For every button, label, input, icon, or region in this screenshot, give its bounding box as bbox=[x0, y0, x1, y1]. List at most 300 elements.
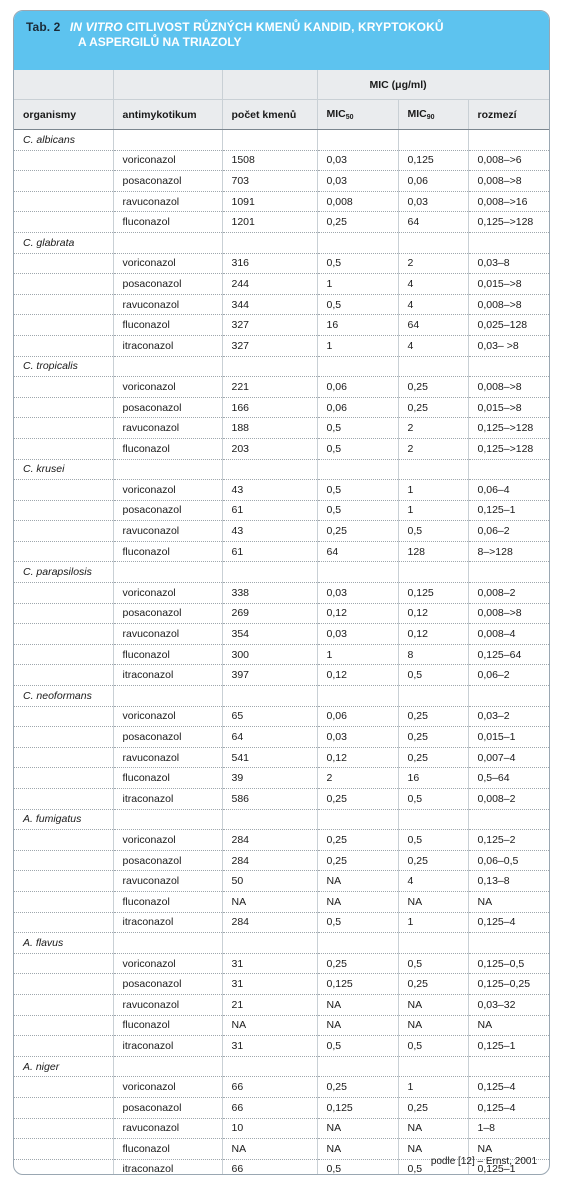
mic90-cell: 2 bbox=[398, 253, 468, 274]
empty-cell bbox=[468, 933, 549, 954]
table-row bbox=[14, 768, 549, 789]
empty-cell bbox=[317, 933, 398, 954]
mic90-cell: 0,12 bbox=[398, 603, 468, 624]
empty-cell bbox=[398, 459, 468, 480]
count-cell: 284 bbox=[222, 912, 317, 933]
mic90-cell: NA bbox=[398, 1015, 468, 1036]
mic50-cell: 0,5 bbox=[317, 253, 398, 274]
empty-cell bbox=[222, 130, 317, 151]
empty-cell bbox=[14, 294, 113, 315]
mic90-cell: 0,12 bbox=[398, 624, 468, 645]
mic90-cell: 0,5 bbox=[398, 789, 468, 810]
mic50-cell: 0,25 bbox=[317, 212, 398, 233]
mic90-cell: 0,06 bbox=[398, 171, 468, 192]
range-cell: 0,06–2 bbox=[468, 665, 549, 686]
table-row bbox=[14, 541, 549, 562]
empty-cell bbox=[14, 541, 113, 562]
empty-cell bbox=[113, 1056, 222, 1077]
table-row bbox=[14, 1015, 549, 1036]
empty-cell bbox=[468, 130, 549, 151]
organism-name: C. parapsilosis bbox=[14, 562, 113, 583]
agent-cell: posaconazol bbox=[113, 171, 222, 192]
range-cell: 0,125–4 bbox=[468, 912, 549, 933]
range-cell: NA bbox=[468, 891, 549, 912]
range-cell: 0,03–2 bbox=[468, 706, 549, 727]
header-empty bbox=[14, 70, 113, 100]
count-cell: 31 bbox=[222, 1036, 317, 1057]
range-cell: 0,015–>8 bbox=[468, 274, 549, 295]
mic90-cell: 0,25 bbox=[398, 377, 468, 398]
count-cell: 43 bbox=[222, 480, 317, 501]
range-cell: 0,008–>16 bbox=[468, 191, 549, 212]
agent-cell: voriconazol bbox=[113, 953, 222, 974]
header-mic-group: MIC (μg/ml) bbox=[317, 70, 549, 100]
header-count: počet kmenů bbox=[222, 100, 317, 130]
table-row bbox=[14, 274, 549, 295]
range-cell: 0,125–>128 bbox=[468, 212, 549, 233]
header-row-group bbox=[14, 70, 549, 100]
count-cell: 354 bbox=[222, 624, 317, 645]
agent-cell: ravuconazol bbox=[113, 624, 222, 645]
empty-cell bbox=[222, 562, 317, 583]
mic50-cell: NA bbox=[317, 891, 398, 912]
empty-cell bbox=[14, 1159, 113, 1175]
count-cell: 397 bbox=[222, 665, 317, 686]
empty-cell bbox=[468, 232, 549, 253]
range-cell: 0,008–>8 bbox=[468, 377, 549, 398]
agent-cell: posaconazol bbox=[113, 974, 222, 995]
empty-cell bbox=[14, 747, 113, 768]
empty-cell bbox=[468, 356, 549, 377]
header-row-columns bbox=[14, 100, 549, 130]
table-row bbox=[14, 830, 549, 851]
table-row bbox=[14, 850, 549, 871]
organism-row bbox=[14, 459, 549, 480]
agent-cell: voriconazol bbox=[113, 706, 222, 727]
empty-cell bbox=[317, 1056, 398, 1077]
range-cell: 0,125–1 bbox=[468, 500, 549, 521]
empty-cell bbox=[317, 130, 398, 151]
table-row bbox=[14, 500, 549, 521]
agent-cell: posaconazol bbox=[113, 603, 222, 624]
empty-cell bbox=[14, 150, 113, 171]
table-row bbox=[14, 335, 549, 356]
table-row bbox=[14, 727, 549, 748]
range-cell: NA bbox=[468, 1015, 549, 1036]
mic90-cell: NA bbox=[398, 994, 468, 1015]
count-cell: 21 bbox=[222, 994, 317, 1015]
organism-row bbox=[14, 562, 549, 583]
empty-cell bbox=[14, 1015, 113, 1036]
agent-cell: fluconazol bbox=[113, 891, 222, 912]
agent-cell: fluconazol bbox=[113, 644, 222, 665]
table-row bbox=[14, 377, 549, 398]
empty-cell bbox=[14, 397, 113, 418]
empty-cell bbox=[398, 809, 468, 830]
table-row bbox=[14, 953, 549, 974]
organism-row bbox=[14, 933, 549, 954]
empty-cell bbox=[14, 912, 113, 933]
empty-cell bbox=[14, 871, 113, 892]
mic90-cell: NA bbox=[398, 1139, 468, 1160]
organism-name: C. albicans bbox=[14, 130, 113, 151]
range-cell: 0,008–>8 bbox=[468, 294, 549, 315]
agent-cell: voriconazol bbox=[113, 583, 222, 604]
empty-cell bbox=[113, 933, 222, 954]
count-cell: 327 bbox=[222, 315, 317, 336]
mic90-cell: 4 bbox=[398, 294, 468, 315]
table-row bbox=[14, 1118, 549, 1139]
agent-cell: ravuconazol bbox=[113, 294, 222, 315]
agent-cell: itraconazol bbox=[113, 665, 222, 686]
empty-cell bbox=[317, 459, 398, 480]
count-cell: 43 bbox=[222, 521, 317, 542]
range-cell: 0,008–>6 bbox=[468, 150, 549, 171]
empty-cell bbox=[398, 356, 468, 377]
mic90-cell: 64 bbox=[398, 212, 468, 233]
mic90-cell: 1 bbox=[398, 480, 468, 501]
range-cell: 0,008–2 bbox=[468, 789, 549, 810]
agent-cell: voriconazol bbox=[113, 830, 222, 851]
mic90-cell: 0,25 bbox=[398, 850, 468, 871]
empty-cell bbox=[14, 665, 113, 686]
empty-cell bbox=[398, 130, 468, 151]
mic90-cell: 64 bbox=[398, 315, 468, 336]
count-cell: 10 bbox=[222, 1118, 317, 1139]
agent-cell: posaconazol bbox=[113, 500, 222, 521]
empty-cell bbox=[14, 644, 113, 665]
mic90-cell: NA bbox=[398, 1118, 468, 1139]
mic90-cell: 4 bbox=[398, 274, 468, 295]
mic50-cell: 0,03 bbox=[317, 150, 398, 171]
agent-cell: fluconazol bbox=[113, 768, 222, 789]
mic50-cell: 2 bbox=[317, 768, 398, 789]
mic50-cell: 0,5 bbox=[317, 294, 398, 315]
header-organism: organismy bbox=[14, 100, 113, 130]
table-row bbox=[14, 789, 549, 810]
count-cell: 221 bbox=[222, 377, 317, 398]
range-cell: 0,125–0,25 bbox=[468, 974, 549, 995]
count-cell: 269 bbox=[222, 603, 317, 624]
agent-cell: voriconazol bbox=[113, 253, 222, 274]
range-cell: 0,125–0,5 bbox=[468, 953, 549, 974]
range-cell: 0,015–>8 bbox=[468, 397, 549, 418]
mic50-cell: NA bbox=[317, 1139, 398, 1160]
range-cell: 0,125–1 bbox=[468, 1159, 549, 1175]
range-cell: 0,125–1 bbox=[468, 1036, 549, 1057]
mic90-cell: 16 bbox=[398, 768, 468, 789]
empty-cell bbox=[14, 274, 113, 295]
agent-cell: fluconazol bbox=[113, 315, 222, 336]
empty-cell bbox=[113, 459, 222, 480]
range-cell: 0,008–4 bbox=[468, 624, 549, 645]
table-row bbox=[14, 603, 549, 624]
empty-cell bbox=[14, 377, 113, 398]
mic50-cell: 0,12 bbox=[317, 665, 398, 686]
range-cell: 0,06–2 bbox=[468, 521, 549, 542]
table-row bbox=[14, 1036, 549, 1057]
count-cell: 244 bbox=[222, 274, 317, 295]
table-row bbox=[14, 747, 549, 768]
organism-row bbox=[14, 686, 549, 707]
count-cell: 188 bbox=[222, 418, 317, 439]
mic90-cell: 0,5 bbox=[398, 1159, 468, 1175]
mic50-cell: 0,25 bbox=[317, 1077, 398, 1098]
table-row bbox=[14, 438, 549, 459]
empty-cell bbox=[222, 459, 317, 480]
range-cell: 1–8 bbox=[468, 1118, 549, 1139]
mic50-cell: 0,25 bbox=[317, 789, 398, 810]
range-cell: 0,125–>128 bbox=[468, 418, 549, 439]
empty-cell bbox=[14, 1036, 113, 1057]
title-text: CITLIVOST RŮZNÝCH KMENŮ KANDID, KRYPTOKOKŮ bbox=[126, 20, 444, 34]
empty-cell bbox=[14, 706, 113, 727]
agent-cell: ravuconazol bbox=[113, 871, 222, 892]
count-cell: 64 bbox=[222, 727, 317, 748]
mic50-cell: 0,03 bbox=[317, 583, 398, 604]
mic50-cell: NA bbox=[317, 1118, 398, 1139]
agent-cell: voriconazol bbox=[113, 1077, 222, 1098]
count-cell: 1201 bbox=[222, 212, 317, 233]
mic50-cell: 0,125 bbox=[317, 974, 398, 995]
empty-cell bbox=[14, 171, 113, 192]
mic90-cell: 4 bbox=[398, 871, 468, 892]
mic50-cell: 0,5 bbox=[317, 1159, 398, 1175]
range-cell: 0,03–8 bbox=[468, 253, 549, 274]
mic90-cell: 8 bbox=[398, 644, 468, 665]
organism-name: A. fumigatus bbox=[14, 809, 113, 830]
empty-cell bbox=[14, 727, 113, 748]
empty-cell bbox=[113, 562, 222, 583]
agent-cell: itraconazol bbox=[113, 1036, 222, 1057]
empty-cell bbox=[14, 521, 113, 542]
range-cell: 0,125–4 bbox=[468, 1097, 549, 1118]
count-cell: 1508 bbox=[222, 150, 317, 171]
mic90-cell: 0,25 bbox=[398, 727, 468, 748]
empty-cell bbox=[468, 562, 549, 583]
mic50-cell: 0,5 bbox=[317, 480, 398, 501]
empty-cell bbox=[398, 232, 468, 253]
empty-cell bbox=[468, 809, 549, 830]
range-cell: 0,125–2 bbox=[468, 830, 549, 851]
empty-cell bbox=[113, 809, 222, 830]
table-title-bar bbox=[14, 11, 549, 70]
mic50-cell: 64 bbox=[317, 541, 398, 562]
table-row bbox=[14, 253, 549, 274]
range-cell: NA bbox=[468, 1139, 549, 1160]
count-cell: 166 bbox=[222, 397, 317, 418]
range-cell: 0,007–4 bbox=[468, 747, 549, 768]
mic50-cell: 0,125 bbox=[317, 1097, 398, 1118]
table-row bbox=[14, 171, 549, 192]
empty-cell bbox=[222, 356, 317, 377]
mic90-cell: 0,5 bbox=[398, 830, 468, 851]
agent-cell: fluconazol bbox=[113, 1015, 222, 1036]
empty-cell bbox=[14, 891, 113, 912]
mic90-cell: 128 bbox=[398, 541, 468, 562]
mic50-cell: 1 bbox=[317, 644, 398, 665]
agent-cell: ravuconazol bbox=[113, 191, 222, 212]
header-mic50-main: MIC bbox=[326, 108, 346, 120]
count-cell: 31 bbox=[222, 974, 317, 995]
empty-cell bbox=[14, 953, 113, 974]
mic50-cell: 0,06 bbox=[317, 706, 398, 727]
mic90-cell: 0,25 bbox=[398, 747, 468, 768]
organism-name: A. flavus bbox=[14, 933, 113, 954]
empty-cell bbox=[14, 480, 113, 501]
header-empty bbox=[222, 70, 317, 100]
empty-cell bbox=[113, 686, 222, 707]
table-row bbox=[14, 665, 549, 686]
count-cell: 338 bbox=[222, 583, 317, 604]
count-cell: 61 bbox=[222, 541, 317, 562]
agent-cell: ravuconazol bbox=[113, 994, 222, 1015]
mic50-cell: 0,5 bbox=[317, 1036, 398, 1057]
susceptibility-table bbox=[14, 70, 549, 1175]
table-row bbox=[14, 644, 549, 665]
count-cell: 300 bbox=[222, 644, 317, 665]
table-row bbox=[14, 1077, 549, 1098]
empty-cell bbox=[222, 933, 317, 954]
empty-cell bbox=[222, 809, 317, 830]
empty-cell bbox=[14, 418, 113, 439]
table-card bbox=[13, 10, 550, 1175]
agent-cell: posaconazol bbox=[113, 850, 222, 871]
agent-cell: posaconazol bbox=[113, 1097, 222, 1118]
organism-name: C. krusei bbox=[14, 459, 113, 480]
mic50-cell: NA bbox=[317, 994, 398, 1015]
count-cell: 65 bbox=[222, 706, 317, 727]
organism-row bbox=[14, 232, 549, 253]
organism-name: C. neoformans bbox=[14, 686, 113, 707]
agent-cell: voriconazol bbox=[113, 377, 222, 398]
table-row bbox=[14, 397, 549, 418]
table-row bbox=[14, 191, 549, 212]
mic50-cell: 0,5 bbox=[317, 418, 398, 439]
organism-name: C. glabrata bbox=[14, 232, 113, 253]
agent-cell: itraconazol bbox=[113, 1159, 222, 1175]
table-title-line-2: A ASPERGILŮ NA TRIAZOLY bbox=[78, 35, 242, 49]
agent-cell: ravuconazol bbox=[113, 521, 222, 542]
empty-cell bbox=[14, 500, 113, 521]
count-cell: 284 bbox=[222, 850, 317, 871]
mic50-cell: 0,008 bbox=[317, 191, 398, 212]
range-cell: 0,03– >8 bbox=[468, 335, 549, 356]
source-note: podle [12] – Ernst, 2001 bbox=[430, 1156, 537, 1167]
agent-cell: itraconazol bbox=[113, 789, 222, 810]
empty-cell bbox=[398, 686, 468, 707]
mic50-cell: 0,25 bbox=[317, 850, 398, 871]
count-cell: 66 bbox=[222, 1077, 317, 1098]
range-cell: 0,5–64 bbox=[468, 768, 549, 789]
title-accent: IN VITRO bbox=[69, 20, 123, 34]
header-mic90-main: MIC bbox=[407, 108, 427, 120]
empty-cell bbox=[317, 356, 398, 377]
empty-cell bbox=[14, 315, 113, 336]
range-cell: 0,015–1 bbox=[468, 727, 549, 748]
organism-row bbox=[14, 356, 549, 377]
header-mic90 bbox=[398, 100, 468, 130]
count-cell: 316 bbox=[222, 253, 317, 274]
empty-cell bbox=[14, 789, 113, 810]
agent-cell: voriconazol bbox=[113, 480, 222, 501]
table-row bbox=[14, 974, 549, 995]
empty-cell bbox=[14, 1077, 113, 1098]
mic50-cell: 0,03 bbox=[317, 727, 398, 748]
table-title-line-1 bbox=[26, 20, 539, 35]
table-row bbox=[14, 891, 549, 912]
agent-cell: fluconazol bbox=[113, 212, 222, 233]
header-mic50-sub: 50 bbox=[345, 114, 354, 121]
header-mic90-sub: 90 bbox=[426, 114, 435, 121]
empty-cell bbox=[14, 830, 113, 851]
organism-row bbox=[14, 809, 549, 830]
mic50-cell: 0,03 bbox=[317, 624, 398, 645]
count-cell: 541 bbox=[222, 747, 317, 768]
agent-cell: fluconazol bbox=[113, 1139, 222, 1160]
empty-cell bbox=[398, 933, 468, 954]
mic50-cell: NA bbox=[317, 1015, 398, 1036]
empty-cell bbox=[468, 1056, 549, 1077]
empty-cell bbox=[113, 232, 222, 253]
table-row bbox=[14, 912, 549, 933]
mic50-cell: NA bbox=[317, 871, 398, 892]
mic90-cell: 0,25 bbox=[398, 974, 468, 995]
empty-cell bbox=[14, 1118, 113, 1139]
mic90-cell: 0,5 bbox=[398, 521, 468, 542]
range-cell: 0,125–64 bbox=[468, 644, 549, 665]
mic90-cell: 4 bbox=[398, 335, 468, 356]
empty-cell bbox=[317, 232, 398, 253]
range-cell: 0,008–>8 bbox=[468, 171, 549, 192]
agent-cell: voriconazol bbox=[113, 150, 222, 171]
empty-cell bbox=[14, 253, 113, 274]
empty-cell bbox=[468, 459, 549, 480]
count-cell: NA bbox=[222, 1015, 317, 1036]
mic90-cell: 0,25 bbox=[398, 1097, 468, 1118]
agent-cell: ravuconazol bbox=[113, 418, 222, 439]
empty-cell bbox=[317, 562, 398, 583]
mic90-cell: 0,25 bbox=[398, 397, 468, 418]
mic50-cell: 0,06 bbox=[317, 377, 398, 398]
table-row bbox=[14, 212, 549, 233]
empty-cell bbox=[317, 809, 398, 830]
empty-cell bbox=[222, 232, 317, 253]
empty-cell bbox=[14, 768, 113, 789]
empty-cell bbox=[14, 1097, 113, 1118]
header-empty bbox=[113, 70, 222, 100]
agent-cell: ravuconazol bbox=[113, 747, 222, 768]
table-row bbox=[14, 480, 549, 501]
agent-cell: ravuconazol bbox=[113, 1118, 222, 1139]
count-cell: 586 bbox=[222, 789, 317, 810]
mic50-cell: 0,25 bbox=[317, 521, 398, 542]
mic90-cell: 0,5 bbox=[398, 953, 468, 974]
agent-cell: posaconazol bbox=[113, 397, 222, 418]
count-cell: NA bbox=[222, 1139, 317, 1160]
table-row bbox=[14, 294, 549, 315]
count-cell: 66 bbox=[222, 1159, 317, 1175]
table-body bbox=[14, 130, 549, 1176]
range-cell: 0,008–2 bbox=[468, 583, 549, 604]
empty-cell bbox=[14, 850, 113, 871]
mic50-cell: 0,25 bbox=[317, 953, 398, 974]
mic90-cell: 1 bbox=[398, 500, 468, 521]
mic90-cell: 2 bbox=[398, 438, 468, 459]
mic90-cell: 0,5 bbox=[398, 665, 468, 686]
organism-name: A. niger bbox=[14, 1056, 113, 1077]
empty-cell bbox=[113, 130, 222, 151]
